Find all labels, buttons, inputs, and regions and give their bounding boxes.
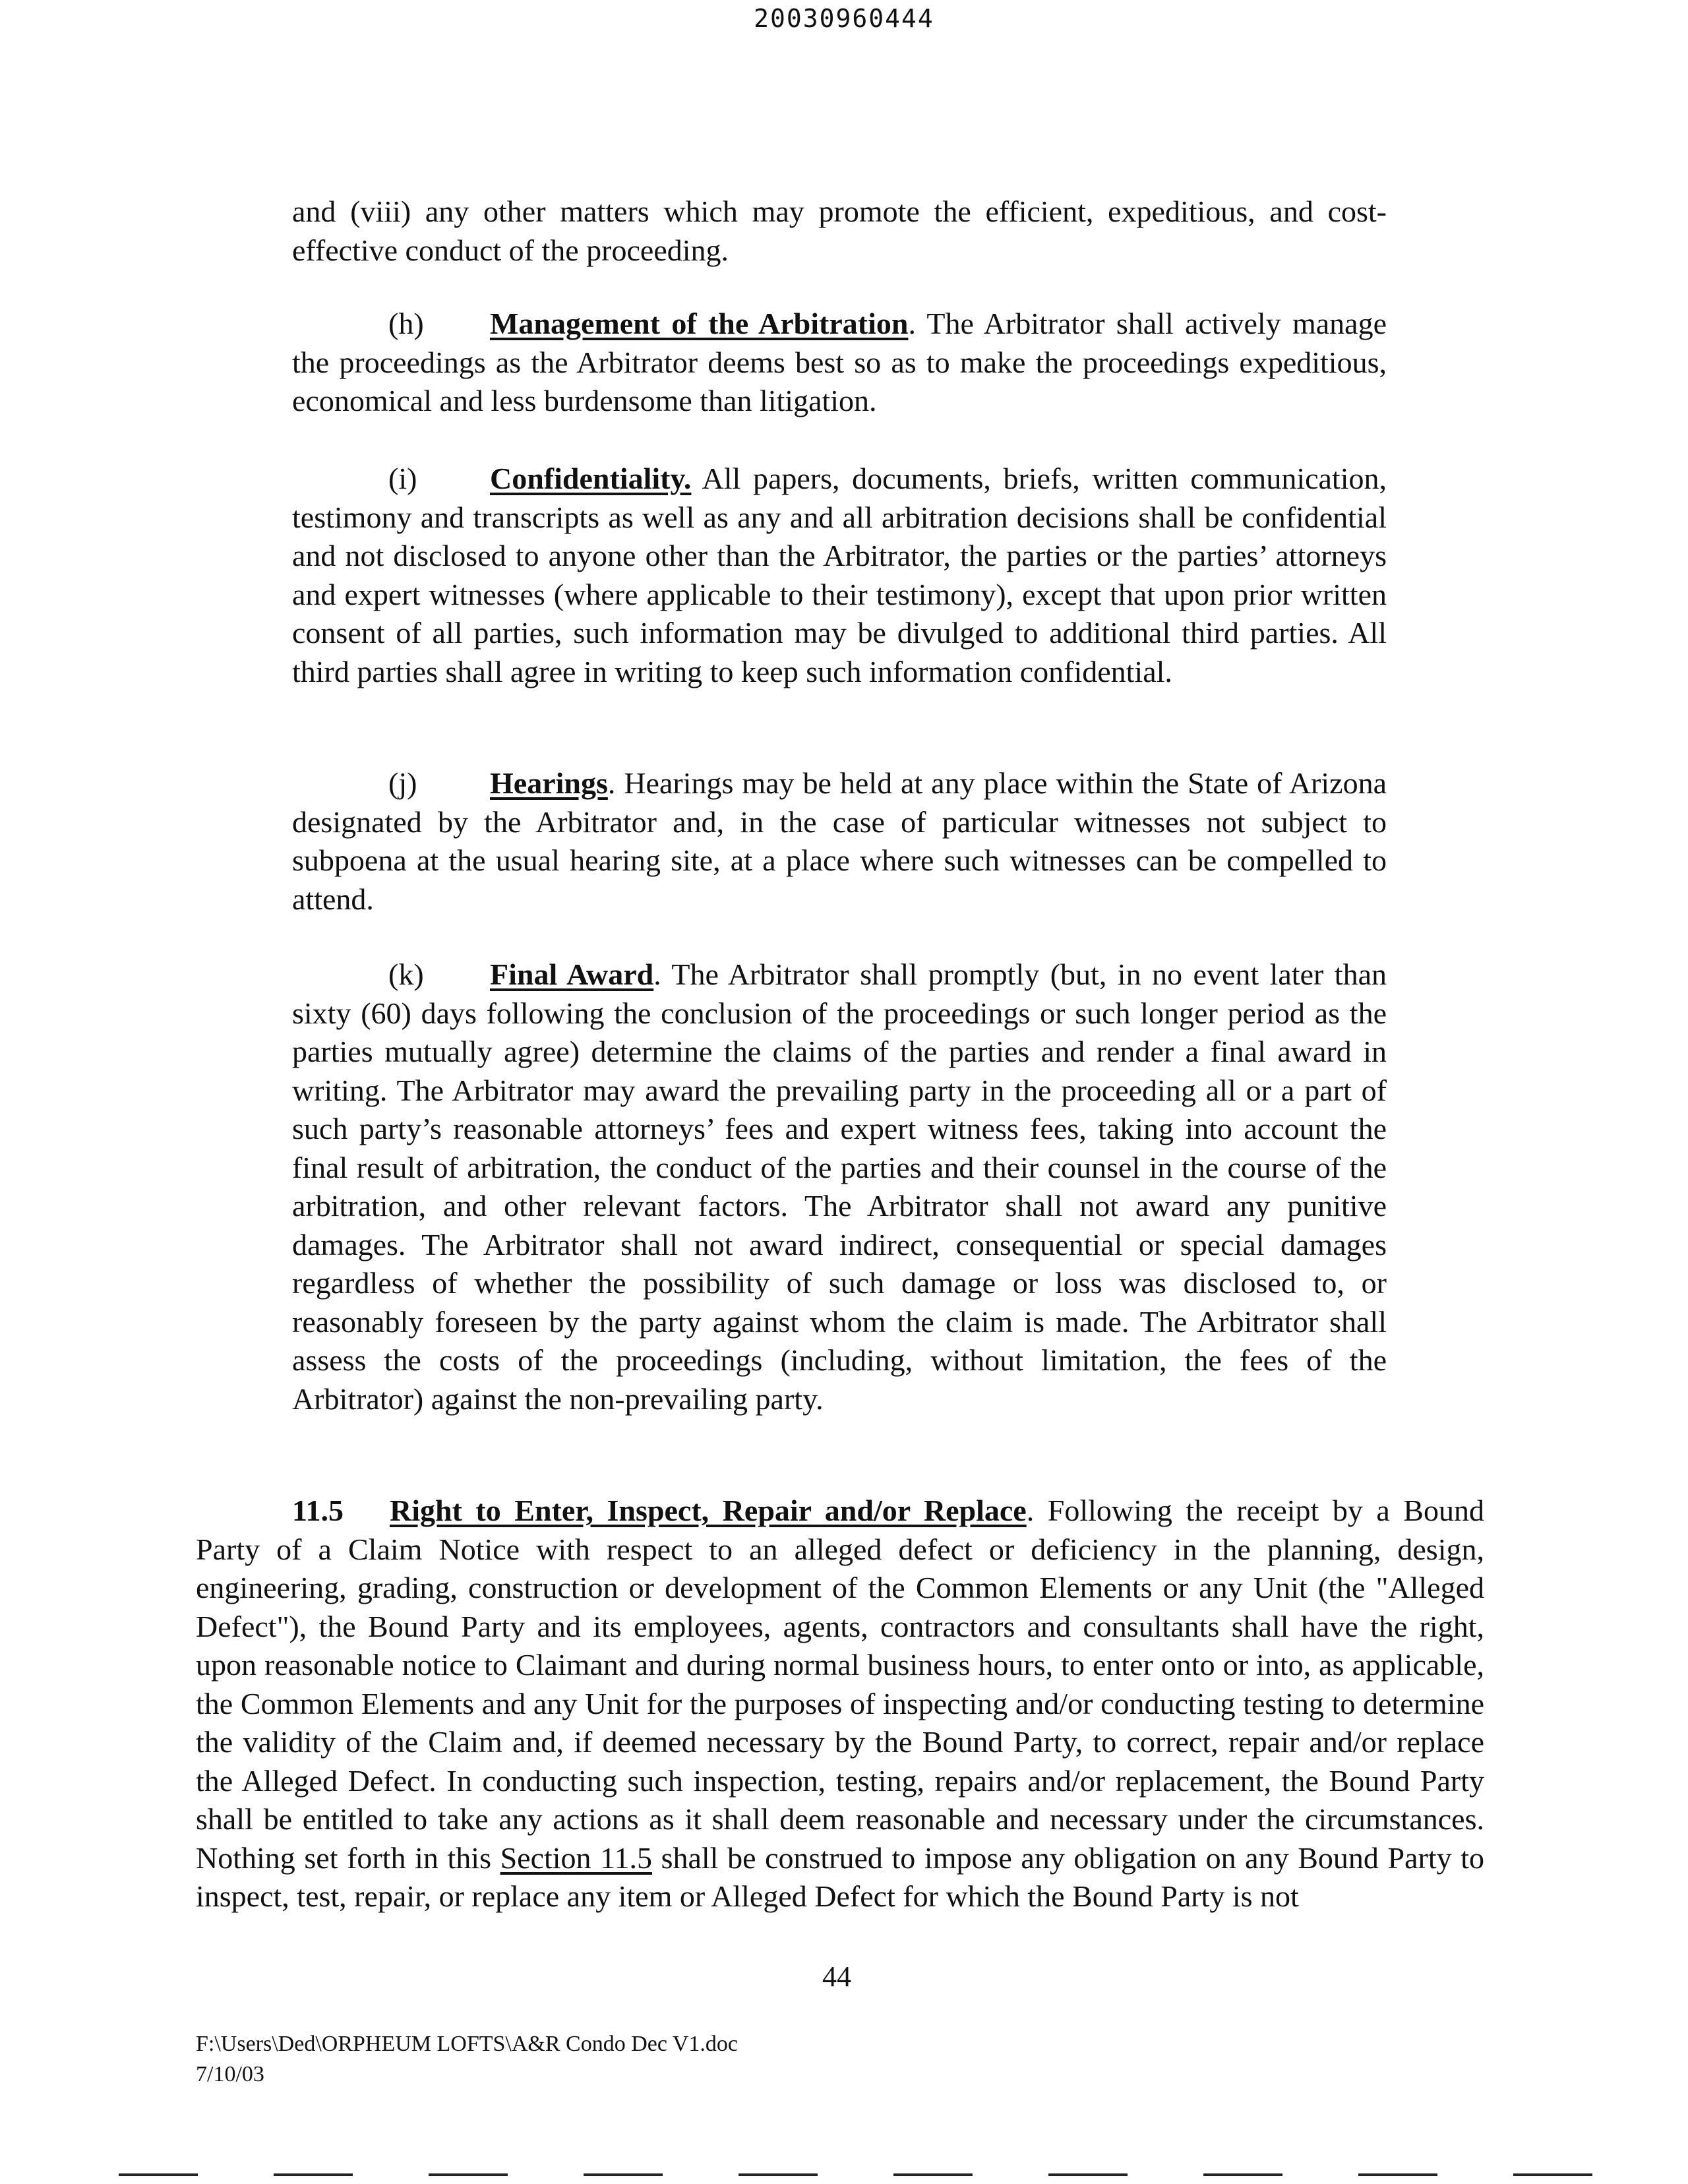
paragraph-h [292, 305, 1387, 421]
page-number: 44 [822, 1960, 851, 1993]
section-11-5-heading: Right to Enter, Inspect, Repair and/or Replace [390, 1494, 1027, 1527]
document-number: 20030960444 [754, 4, 934, 33]
paragraph-j-text: . Hearings may be held at any place within the State of Arizona designated by the Arbitrator and, in the case of particular witnesses not subject to subpoena at the usual hearing site, at a place where such witnesses can be compelled to attend. [292, 766, 1387, 916]
section-cross-reference: Section 11.5 [500, 1840, 652, 1875]
scan-edge-divider [119, 2173, 1635, 2176]
continuation-paragraph: and (viii) any other matters which may promote the efficient, expeditious, and cost-effective conduct of the proceeding. [292, 195, 1387, 267]
paragraph-k-text: . The Arbitrator shall promptly (but, in no event later than sixty (60) days following the conclusion of the proceedings or such longer period as the parties mutually agree) determine the claims of the parties and render a final award in writing. The Arbitrator may award the prevailing party in the proceeding all or a part of such party’s reasonable attorneys’ fees and expert witness fees, taking into account the final result of arbitration, the conduct of the parties and their counsel in the course of the arbitration, and other relevant factors. The Arbitrator shall not award any punitive damages. The Arbitrator shall not award indirect, consequential or special damages regardless of whether the possibility of such damage or loss was disclosed to, or reasonably foreseen by the party against whom the claim is made. The Arbitrator shall assess the costs of the proceedings (including, without limitation, the fees of the Arbitrator) against the non-prevailing party. [292, 957, 1387, 1416]
paragraph-h-heading: Management of the Arbitration [490, 307, 909, 340]
paragraph-k-heading: Final Award [490, 957, 654, 991]
section-11-5-text-1: . Following the receipt by a Bound Party of a Claim Notice with respect to an alleged defect or deficiency in the planning, design, engineering, grading, construction or development of the Common Elements or any Unit (the "Alleged Defect"), the Bound Party and its employees, agents, contractors and consultants shall have the right, upon reasonable notice to Claimant and during normal business hours, to enter onto or into, as applicable, the Common Elements and any Unit for the purposes of inspecting and/or conducting testing to determine the validity of the Claim and, if deemed necessary by the Bound Party, to correct, repair and/or replace the Alleged Defect. In conducting such inspection, testing, repairs and/or replacement, the Bound Party shall be entitled to take any actions as it shall deem reasonable and necessary under the circumstances. Nothing set forth in this [196, 1494, 1484, 1875]
paragraph-j-label: (j) [388, 766, 417, 800]
section-11-5-text-2: shall be construed to impose any obligation on any Bound Party to inspect, test, repair, or replace any item or Alleged Defect for which the Bound Party is not [196, 1840, 1484, 1913]
paragraph-h-text: . The Arbitrator shall actively manage the proceedings as the Arbitrator deems best so as to make the proceedings expeditious, economical and less burdensome than litigation. [292, 307, 1387, 417]
paragraph-i-label: (i) [388, 462, 417, 495]
paragraph-i-heading: Confidentiality. [490, 462, 692, 495]
paragraph-k [292, 956, 1387, 1418]
paragraph-h-label: (h) [388, 307, 424, 340]
footer-date: 7/10/03 [196, 2062, 264, 2086]
section-11-5 [196, 1492, 1484, 1916]
paragraph-i [292, 460, 1387, 691]
paragraph-k-label: (k) [388, 957, 424, 991]
paragraph-j-heading: Hearings [490, 766, 608, 800]
section-11-5-number: 11.5 [292, 1494, 344, 1527]
paragraph-i-text: All papers, documents, briefs, written communication, testimony and transcripts as well as any and all arbitration decisions shall be confidential and not disclosed to anyone other than the Arbitrator, the parties or the parties’ attorneys and expert witnesses (where applicable to their testimony), except that upon prior written consent of all parties, such information may be divulged to additional third parties. All third parties shall agree in writing to keep such information confidential. [292, 462, 1387, 688]
paragraph-j [292, 764, 1387, 919]
footer-file-path: F:\Users\Ded\ORPHEUM LOFTS\A&R Condo Dec V1.doc [196, 2032, 738, 2056]
